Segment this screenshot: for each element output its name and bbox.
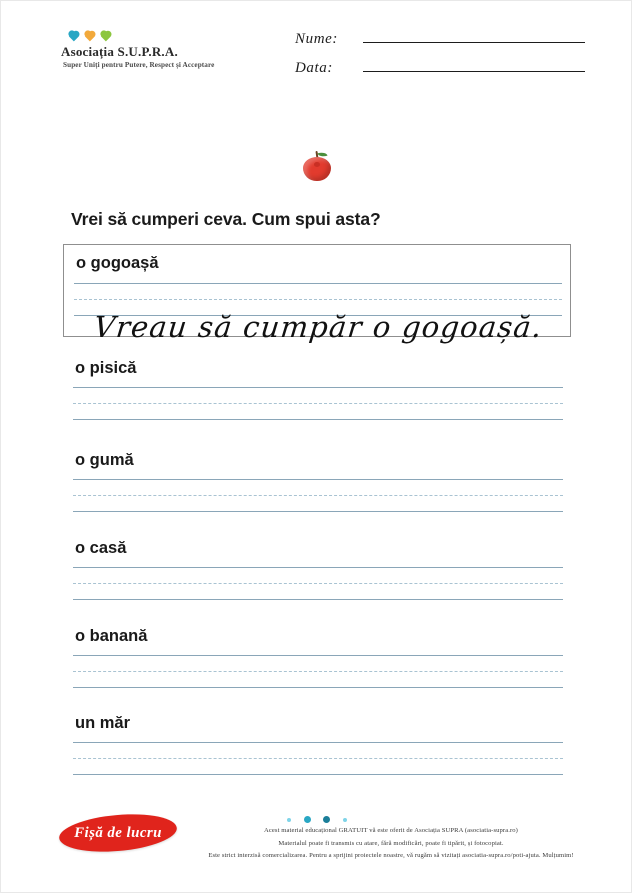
apple-dimple (314, 162, 320, 167)
ruled-line (73, 687, 563, 688)
organization-name: Asociația S.U.P.R.A. (61, 44, 178, 59)
credit-line-2: Materialul poate fi transmis cu atare, fără modificări, poate fi tipărit, și fotocopiat. (278, 839, 504, 847)
ruled-line (73, 742, 563, 743)
worksheet-badge-label: Fișă de lucru (74, 825, 162, 841)
credit-line-3: Este strict interzisă comercializarea. Pentru a sprijini proiectele noastre, vă rugăm să vizitați asociatia-supra.ro/poti-ajuta. Mulțumim! (208, 852, 574, 860)
item-word: o pisică (75, 359, 137, 377)
heart-icon (83, 31, 96, 44)
logo-name-row (61, 45, 241, 58)
divider-dot (287, 818, 291, 822)
name-field-input[interactable] (363, 29, 585, 43)
ruled-line (73, 567, 563, 568)
item-word: o casă (75, 539, 127, 557)
credit-line-1: Acest material educațional GRATUIT vă este oferit de Asociația SUPRA (asociatia-supra.ro) (264, 827, 518, 834)
date-field-row (295, 58, 585, 77)
page-header (1, 1, 632, 101)
ruled-line (73, 419, 563, 420)
example-answer: Vreau să cumpăr o gogoașă. (92, 310, 545, 344)
writing-lines[interactable] (73, 655, 563, 701)
apple-decoration (1, 151, 632, 187)
example-box (63, 244, 571, 344)
divider-dot (323, 816, 330, 823)
heart-icon (99, 31, 112, 44)
organization-tagline: Super Uniți pentru Putere, Respect și Acceptare (63, 61, 215, 69)
organization-logo (61, 31, 241, 69)
item-word: un măr (75, 714, 131, 732)
ruled-line (74, 299, 562, 300)
ruled-line (73, 758, 563, 759)
ruled-line (73, 583, 563, 584)
apple-icon (303, 151, 331, 181)
heart-icon (67, 31, 80, 44)
divider-dot (304, 816, 311, 823)
example-word: o gogoașă (76, 254, 159, 272)
page-footer (1, 801, 632, 894)
example-ruled-lines (74, 283, 562, 344)
ruled-line (73, 403, 563, 404)
ruled-line (73, 479, 563, 480)
ruled-line (73, 387, 563, 388)
date-field-input[interactable] (363, 58, 585, 72)
name-field-label: Nume: (295, 31, 338, 47)
date-field-label: Data: (295, 60, 333, 76)
divider-dot (343, 818, 347, 822)
student-fields (295, 29, 585, 87)
name-field-row (295, 29, 585, 48)
item-word: o gumă (75, 451, 134, 469)
item-word: o banană (75, 627, 148, 645)
writing-lines[interactable] (73, 567, 563, 613)
ruled-line (73, 655, 563, 656)
hearts-icon-group (67, 31, 241, 44)
writing-lines[interactable] (73, 479, 563, 525)
footer-credits (181, 825, 601, 863)
ruled-line (73, 671, 563, 672)
ruled-line (73, 774, 563, 775)
ruled-line (73, 599, 563, 600)
ruled-line (73, 495, 563, 496)
page-title: Vrei să cumperi ceva. Cum spui asta? (71, 209, 381, 229)
writing-lines[interactable] (73, 387, 563, 433)
ruled-line (74, 283, 562, 284)
writing-lines[interactable] (73, 742, 563, 788)
apple-body (303, 157, 331, 181)
ruled-line (73, 511, 563, 512)
